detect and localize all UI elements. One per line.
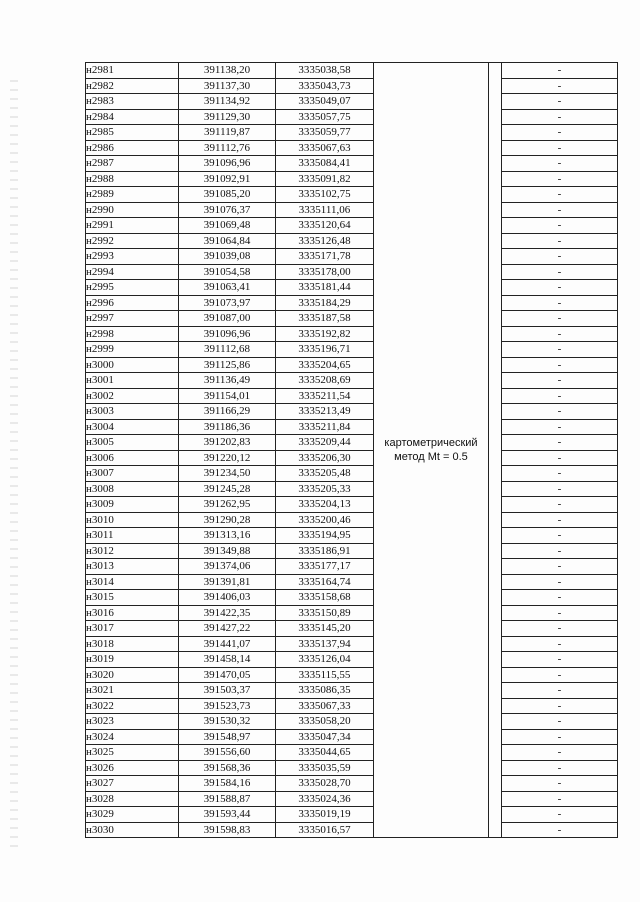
- dash-cell: -: [502, 404, 618, 420]
- dash-cell: -: [502, 450, 618, 466]
- x-coordinate-cell: 391530,32: [179, 714, 276, 730]
- x-coordinate-cell: 391593,44: [179, 807, 276, 823]
- dash-cell: -: [502, 714, 618, 730]
- x-coordinate-cell: 391556,60: [179, 745, 276, 761]
- y-coordinate-cell: 3335187,58: [276, 311, 374, 327]
- y-coordinate-cell: 3335019,19: [276, 807, 374, 823]
- x-coordinate-cell: 391112,76: [179, 140, 276, 156]
- y-coordinate-cell: 3335205,48: [276, 466, 374, 482]
- x-coordinate-cell: 391166,29: [179, 404, 276, 420]
- point-name-cell: н3010: [86, 512, 179, 528]
- point-name-cell: н3019: [86, 652, 179, 668]
- y-coordinate-cell: 3335126,48: [276, 233, 374, 249]
- x-coordinate-cell: 391422,35: [179, 605, 276, 621]
- point-name-cell: н3000: [86, 357, 179, 373]
- y-coordinate-cell: 3335111,06: [276, 202, 374, 218]
- table-row: [86, 729, 618, 745]
- dash-cell: -: [502, 94, 618, 110]
- dash-cell: -: [502, 636, 618, 652]
- x-coordinate-cell: 391138,20: [179, 63, 276, 79]
- point-name-cell: н3029: [86, 807, 179, 823]
- table-row: [86, 264, 618, 280]
- dash-cell: -: [502, 249, 618, 265]
- point-name-cell: н2990: [86, 202, 179, 218]
- x-coordinate-cell: 391503,37: [179, 683, 276, 699]
- y-coordinate-cell: 3335204,65: [276, 357, 374, 373]
- y-coordinate-cell: 3335049,07: [276, 94, 374, 110]
- point-name-cell: н3003: [86, 404, 179, 420]
- y-coordinate-cell: 3335186,91: [276, 543, 374, 559]
- y-coordinate-cell: 3335192,82: [276, 326, 374, 342]
- dash-cell: -: [502, 373, 618, 389]
- table-row: [86, 481, 618, 497]
- y-coordinate-cell: 3335059,77: [276, 125, 374, 141]
- dash-cell: -: [502, 156, 618, 172]
- x-coordinate-cell: 391234,50: [179, 466, 276, 482]
- empty-column-cell: [489, 63, 502, 838]
- point-name-cell: н2999: [86, 342, 179, 358]
- x-coordinate-cell: 391374,06: [179, 559, 276, 575]
- x-coordinate-cell: 391313,16: [179, 528, 276, 544]
- point-name-cell: н3007: [86, 466, 179, 482]
- point-name-cell: н3011: [86, 528, 179, 544]
- table-row: [86, 171, 618, 187]
- x-coordinate-cell: 391568,36: [179, 760, 276, 776]
- x-coordinate-cell: 391220,12: [179, 450, 276, 466]
- y-coordinate-cell: 3335126,04: [276, 652, 374, 668]
- y-coordinate-cell: 3335150,89: [276, 605, 374, 621]
- table-row: [86, 667, 618, 683]
- point-name-cell: н2989: [86, 187, 179, 203]
- dash-cell: -: [502, 822, 618, 838]
- table-row: [86, 125, 618, 141]
- y-coordinate-cell: 3335047,34: [276, 729, 374, 745]
- dash-cell: -: [502, 760, 618, 776]
- point-name-cell: н3016: [86, 605, 179, 621]
- y-coordinate-cell: 3335211,54: [276, 388, 374, 404]
- x-coordinate-cell: 391441,07: [179, 636, 276, 652]
- point-name-cell: н3023: [86, 714, 179, 730]
- point-name-cell: н2983: [86, 94, 179, 110]
- y-coordinate-cell: 3335178,00: [276, 264, 374, 280]
- point-name-cell: н2998: [86, 326, 179, 342]
- x-coordinate-cell: 391073,97: [179, 295, 276, 311]
- y-coordinate-cell: 3335205,33: [276, 481, 374, 497]
- point-name-cell: н3025: [86, 745, 179, 761]
- point-name-cell: н2997: [86, 311, 179, 327]
- dash-cell: -: [502, 791, 618, 807]
- dash-cell: -: [502, 776, 618, 792]
- point-name-cell: н3014: [86, 574, 179, 590]
- dash-cell: -: [502, 280, 618, 296]
- table-row: [86, 776, 618, 792]
- y-coordinate-cell: 3335067,33: [276, 698, 374, 714]
- dash-cell: -: [502, 683, 618, 699]
- point-name-cell: н3005: [86, 435, 179, 451]
- point-name-cell: н3008: [86, 481, 179, 497]
- point-name-cell: н3020: [86, 667, 179, 683]
- dash-cell: -: [502, 202, 618, 218]
- y-coordinate-cell: 3335102,75: [276, 187, 374, 203]
- point-name-cell: н2991: [86, 218, 179, 234]
- dash-cell: -: [502, 218, 618, 234]
- dash-cell: -: [502, 512, 618, 528]
- table-row: [86, 202, 618, 218]
- dash-cell: -: [502, 295, 618, 311]
- table-row: [86, 807, 618, 823]
- x-coordinate-cell: 391137,30: [179, 78, 276, 94]
- x-coordinate-cell: 391129,30: [179, 109, 276, 125]
- table-row: [86, 791, 618, 807]
- x-coordinate-cell: 391598,83: [179, 822, 276, 838]
- table-row: [86, 187, 618, 203]
- table-row: [86, 404, 618, 420]
- x-coordinate-cell: 391391,81: [179, 574, 276, 590]
- table-row: [86, 63, 618, 79]
- dash-cell: -: [502, 140, 618, 156]
- x-coordinate-cell: 391064,84: [179, 233, 276, 249]
- table-row: [86, 559, 618, 575]
- y-coordinate-cell: 3335145,20: [276, 621, 374, 637]
- dash-cell: -: [502, 78, 618, 94]
- method-cell: [374, 63, 489, 838]
- point-name-cell: н2988: [86, 171, 179, 187]
- x-coordinate-cell: 391588,87: [179, 791, 276, 807]
- table-row: [86, 605, 618, 621]
- y-coordinate-cell: 3335171,78: [276, 249, 374, 265]
- y-coordinate-cell: 3335158,68: [276, 590, 374, 606]
- x-coordinate-cell: 391154,01: [179, 388, 276, 404]
- x-coordinate-cell: 391262,95: [179, 497, 276, 513]
- table-row: [86, 94, 618, 110]
- point-name-cell: н2984: [86, 109, 179, 125]
- point-name-cell: н3030: [86, 822, 179, 838]
- y-coordinate-cell: 3335181,44: [276, 280, 374, 296]
- dash-cell: -: [502, 388, 618, 404]
- y-coordinate-cell: 3335057,75: [276, 109, 374, 125]
- point-name-cell: н2996: [86, 295, 179, 311]
- dash-cell: -: [502, 264, 618, 280]
- table-row: [86, 388, 618, 404]
- x-coordinate-cell: 391584,16: [179, 776, 276, 792]
- dash-cell: -: [502, 652, 618, 668]
- table-row: [86, 621, 618, 637]
- table-row: [86, 342, 618, 358]
- x-coordinate-cell: 391458,14: [179, 652, 276, 668]
- table-row: [86, 590, 618, 606]
- point-name-cell: н3006: [86, 450, 179, 466]
- dash-cell: -: [502, 419, 618, 435]
- y-coordinate-cell: 3335016,57: [276, 822, 374, 838]
- dash-cell: -: [502, 729, 618, 745]
- point-name-cell: н2995: [86, 280, 179, 296]
- table-row: [86, 109, 618, 125]
- dash-cell: -: [502, 342, 618, 358]
- table-row: [86, 156, 618, 172]
- table-row: [86, 466, 618, 482]
- x-coordinate-cell: 391186,36: [179, 419, 276, 435]
- x-coordinate-cell: 391054,58: [179, 264, 276, 280]
- coordinates-table-body: [86, 63, 618, 838]
- dash-cell: -: [502, 559, 618, 575]
- dash-cell: -: [502, 466, 618, 482]
- x-coordinate-cell: 391349,88: [179, 543, 276, 559]
- y-coordinate-cell: 3335067,63: [276, 140, 374, 156]
- table-row: [86, 760, 618, 776]
- point-name-cell: н3004: [86, 419, 179, 435]
- y-coordinate-cell: 3335206,30: [276, 450, 374, 466]
- dash-cell: -: [502, 435, 618, 451]
- table-row: [86, 357, 618, 373]
- x-coordinate-cell: 391125,86: [179, 357, 276, 373]
- dash-cell: -: [502, 574, 618, 590]
- point-name-cell: н2993: [86, 249, 179, 265]
- table-row: [86, 497, 618, 513]
- point-name-cell: н3015: [86, 590, 179, 606]
- x-coordinate-cell: 391245,28: [179, 481, 276, 497]
- dash-cell: -: [502, 590, 618, 606]
- scan-margin-artifact: [10, 80, 18, 850]
- y-coordinate-cell: 3335213,49: [276, 404, 374, 420]
- dash-cell: -: [502, 481, 618, 497]
- x-coordinate-cell: 391406,03: [179, 590, 276, 606]
- y-coordinate-cell: 3335028,70: [276, 776, 374, 792]
- x-coordinate-cell: 391076,37: [179, 202, 276, 218]
- x-coordinate-cell: 391136,49: [179, 373, 276, 389]
- table-row: [86, 714, 618, 730]
- point-name-cell: н3012: [86, 543, 179, 559]
- coordinates-table: [85, 62, 618, 838]
- y-coordinate-cell: 3335043,73: [276, 78, 374, 94]
- point-name-cell: н3017: [86, 621, 179, 637]
- y-coordinate-cell: 3335211,84: [276, 419, 374, 435]
- x-coordinate-cell: 391112,68: [179, 342, 276, 358]
- x-coordinate-cell: 391087,00: [179, 311, 276, 327]
- dash-cell: -: [502, 605, 618, 621]
- y-coordinate-cell: 3335086,35: [276, 683, 374, 699]
- table-row: [86, 574, 618, 590]
- y-coordinate-cell: 3335200,46: [276, 512, 374, 528]
- table-row: [86, 512, 618, 528]
- point-name-cell: н3002: [86, 388, 179, 404]
- y-coordinate-cell: 3335038,58: [276, 63, 374, 79]
- x-coordinate-cell: 391548,97: [179, 729, 276, 745]
- table-row: [86, 233, 618, 249]
- x-coordinate-cell: 391069,48: [179, 218, 276, 234]
- x-coordinate-cell: 391063,41: [179, 280, 276, 296]
- x-coordinate-cell: 391096,96: [179, 156, 276, 172]
- y-coordinate-cell: 3335184,29: [276, 295, 374, 311]
- y-coordinate-cell: 3335196,71: [276, 342, 374, 358]
- table-row: [86, 450, 618, 466]
- y-coordinate-cell: 3335194,95: [276, 528, 374, 544]
- method-line-2: метод Mt = 0.5: [394, 451, 468, 463]
- point-name-cell: н3027: [86, 776, 179, 792]
- dash-cell: -: [502, 171, 618, 187]
- table-row: [86, 326, 618, 342]
- point-name-cell: н3028: [86, 791, 179, 807]
- point-name-cell: н3022: [86, 698, 179, 714]
- x-coordinate-cell: 391039,08: [179, 249, 276, 265]
- point-name-cell: н2982: [86, 78, 179, 94]
- point-name-cell: н2986: [86, 140, 179, 156]
- x-coordinate-cell: 391290,28: [179, 512, 276, 528]
- point-name-cell: н3013: [86, 559, 179, 575]
- y-coordinate-cell: 3335044,65: [276, 745, 374, 761]
- dash-cell: -: [502, 667, 618, 683]
- table-row: [86, 543, 618, 559]
- table-row: [86, 373, 618, 389]
- point-name-cell: н2992: [86, 233, 179, 249]
- dash-cell: -: [502, 745, 618, 761]
- dash-cell: -: [502, 109, 618, 125]
- table-row: [86, 652, 618, 668]
- table-row: [86, 78, 618, 94]
- point-name-cell: н3026: [86, 760, 179, 776]
- y-coordinate-cell: 3335024,36: [276, 791, 374, 807]
- x-coordinate-cell: 391134,92: [179, 94, 276, 110]
- table-row: [86, 295, 618, 311]
- dash-cell: -: [502, 528, 618, 544]
- point-name-cell: н3024: [86, 729, 179, 745]
- x-coordinate-cell: 391085,20: [179, 187, 276, 203]
- table-row: [86, 218, 618, 234]
- point-name-cell: н2994: [86, 264, 179, 280]
- table-row: [86, 683, 618, 699]
- point-name-cell: н3018: [86, 636, 179, 652]
- dash-cell: -: [502, 357, 618, 373]
- dash-cell: -: [502, 807, 618, 823]
- method-line-1: картометрический: [384, 437, 478, 449]
- table-row: [86, 528, 618, 544]
- x-coordinate-cell: 391470,05: [179, 667, 276, 683]
- table-row: [86, 822, 618, 838]
- y-coordinate-cell: 3335084,41: [276, 156, 374, 172]
- y-coordinate-cell: 3335035,59: [276, 760, 374, 776]
- y-coordinate-cell: 3335208,69: [276, 373, 374, 389]
- table-row: [86, 698, 618, 714]
- table-row: [86, 636, 618, 652]
- dash-cell: -: [502, 63, 618, 79]
- y-coordinate-cell: 3335091,82: [276, 171, 374, 187]
- dash-cell: -: [502, 233, 618, 249]
- x-coordinate-cell: 391202,83: [179, 435, 276, 451]
- dash-cell: -: [502, 125, 618, 141]
- dash-cell: -: [502, 621, 618, 637]
- table-row: [86, 311, 618, 327]
- dash-cell: -: [502, 311, 618, 327]
- y-coordinate-cell: 3335204,13: [276, 497, 374, 513]
- y-coordinate-cell: 3335164,74: [276, 574, 374, 590]
- dash-cell: -: [502, 326, 618, 342]
- point-name-cell: н2981: [86, 63, 179, 79]
- dash-cell: -: [502, 497, 618, 513]
- dash-cell: -: [502, 698, 618, 714]
- table-row: [86, 419, 618, 435]
- table-row: [86, 745, 618, 761]
- table-row: [86, 249, 618, 265]
- dash-cell: -: [502, 543, 618, 559]
- y-coordinate-cell: 3335058,20: [276, 714, 374, 730]
- point-name-cell: н3021: [86, 683, 179, 699]
- x-coordinate-cell: 391523,73: [179, 698, 276, 714]
- x-coordinate-cell: 391119,87: [179, 125, 276, 141]
- x-coordinate-cell: 391427,22: [179, 621, 276, 637]
- y-coordinate-cell: 3335177,17: [276, 559, 374, 575]
- point-name-cell: н3009: [86, 497, 179, 513]
- table-row: [86, 435, 618, 451]
- point-name-cell: н2985: [86, 125, 179, 141]
- table-row: [86, 140, 618, 156]
- y-coordinate-cell: 3335137,94: [276, 636, 374, 652]
- y-coordinate-cell: 3335120,64: [276, 218, 374, 234]
- x-coordinate-cell: 391092,91: [179, 171, 276, 187]
- dash-cell: -: [502, 187, 618, 203]
- y-coordinate-cell: 3335209,44: [276, 435, 374, 451]
- point-name-cell: н3001: [86, 373, 179, 389]
- x-coordinate-cell: 391096,96: [179, 326, 276, 342]
- point-name-cell: н2987: [86, 156, 179, 172]
- table-row: [86, 280, 618, 296]
- y-coordinate-cell: 3335115,55: [276, 667, 374, 683]
